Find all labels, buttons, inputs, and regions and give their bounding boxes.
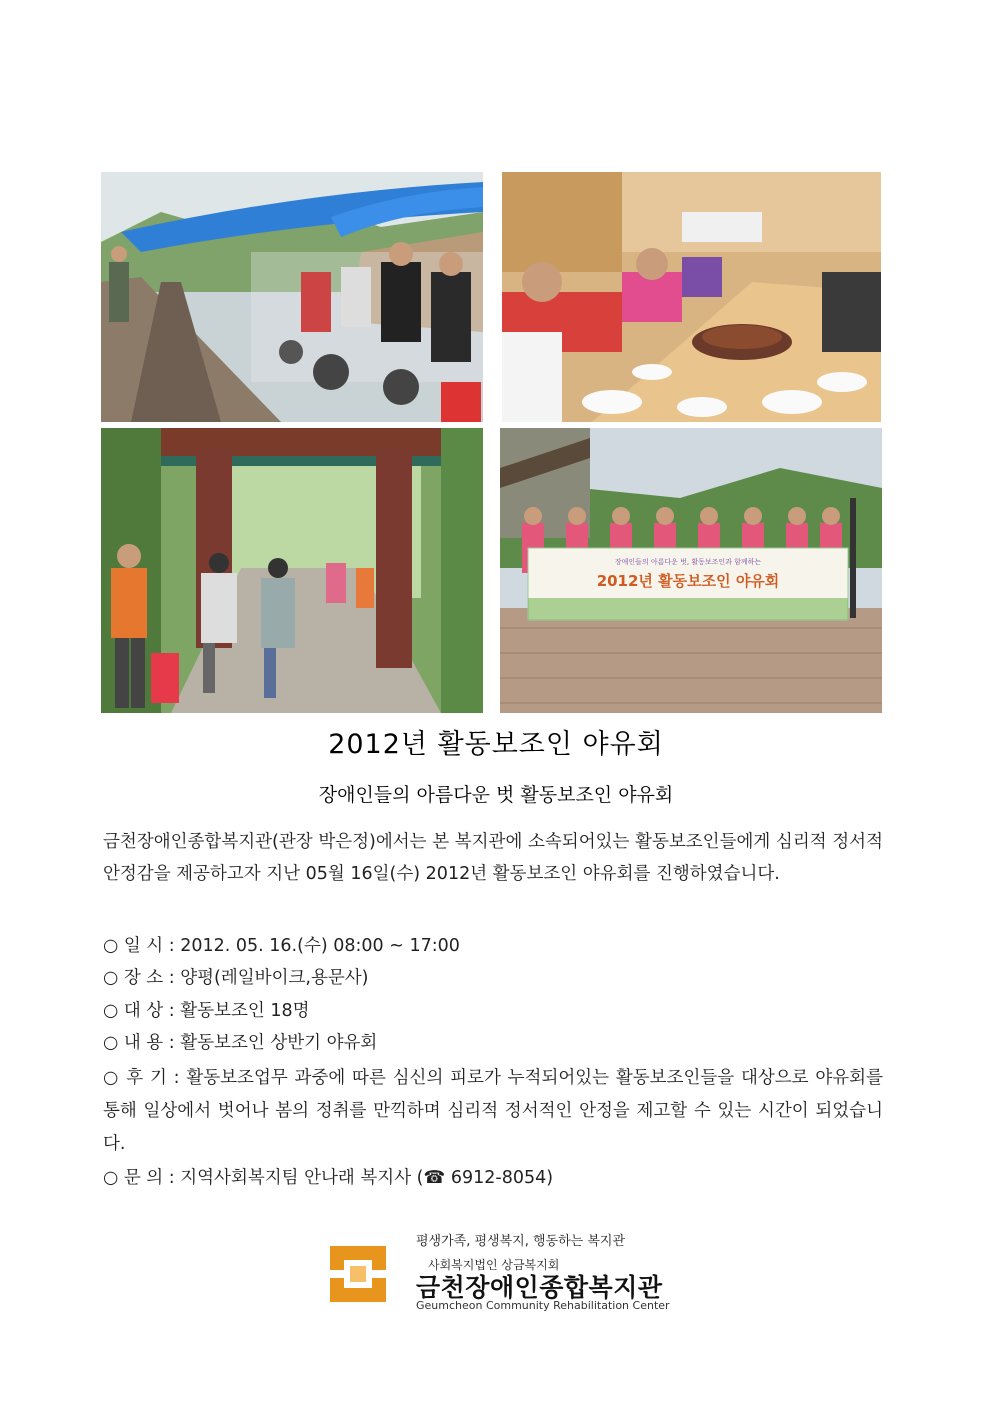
org-logo-icon bbox=[330, 1246, 386, 1302]
info-inquiry: ○ 문 의 : 지역사회복지팀 안나래 복지사 (☎ 6912-8054) bbox=[103, 1168, 554, 1188]
page-subtitle: 장애인들의 아름다운 벗 활동보조인 야유회 bbox=[318, 784, 674, 806]
banner-main-text: 2012년 활동보조인 야유회 bbox=[596, 572, 780, 590]
footer-slogan: 평생가족, 평생복지, 행동하는 복지관 bbox=[416, 1234, 626, 1249]
group-meal-photo bbox=[502, 172, 881, 422]
temple-gate-walk-photo bbox=[101, 428, 483, 713]
info-target: ○ 대 상 : 활동보조인 18명 bbox=[103, 1001, 310, 1021]
page-title: 2012년 활동보조인 야유회 bbox=[328, 729, 664, 760]
org-corporation: 사회복지법인 상금복지회 bbox=[428, 1258, 560, 1272]
info-review: ○ 후 기 : 활동보조업무 과중에 따른 심신의 피로가 누적되어있는 활동보조인들을 대상으로 야유회를 통해 일상에서 벗어나 봄의 정취를 만끽하며 심리적 정서적인 안정을 제고할 수 있는 시간이 되었습니다. bbox=[103, 1068, 883, 1154]
info-date: ○ 일 시 : 2012. 05. 16.(수) 08:00 ~ 17:00 bbox=[103, 936, 460, 956]
group-banner-photo bbox=[500, 428, 882, 713]
rail-bike-photo bbox=[101, 172, 483, 422]
intro-paragraph: 금천장애인종합복지관(관장 박은정)에서는 본 복지관에 소속되어있는 활동보조인들에게 심리적 정서적 안정감을 제공하고자 지난 05월 16일(수) 2012년 활동보조인 야유회를 진행하였습니다. bbox=[103, 832, 883, 884]
info-content: ○ 내 용 : 활동보조인 상반기 야유회 bbox=[103, 1033, 378, 1053]
info-place: ○ 장 소 : 양평(레일바이크,용문사) bbox=[103, 968, 369, 988]
org-name: 금천장애인종합복지관 bbox=[416, 1273, 663, 1302]
org-english-name: Geumcheon Community Rehabilitation Center bbox=[416, 1299, 670, 1312]
banner-top-text: 장애인들의 아름다운 벗, 활동보조인과 함께하는 bbox=[614, 558, 762, 566]
